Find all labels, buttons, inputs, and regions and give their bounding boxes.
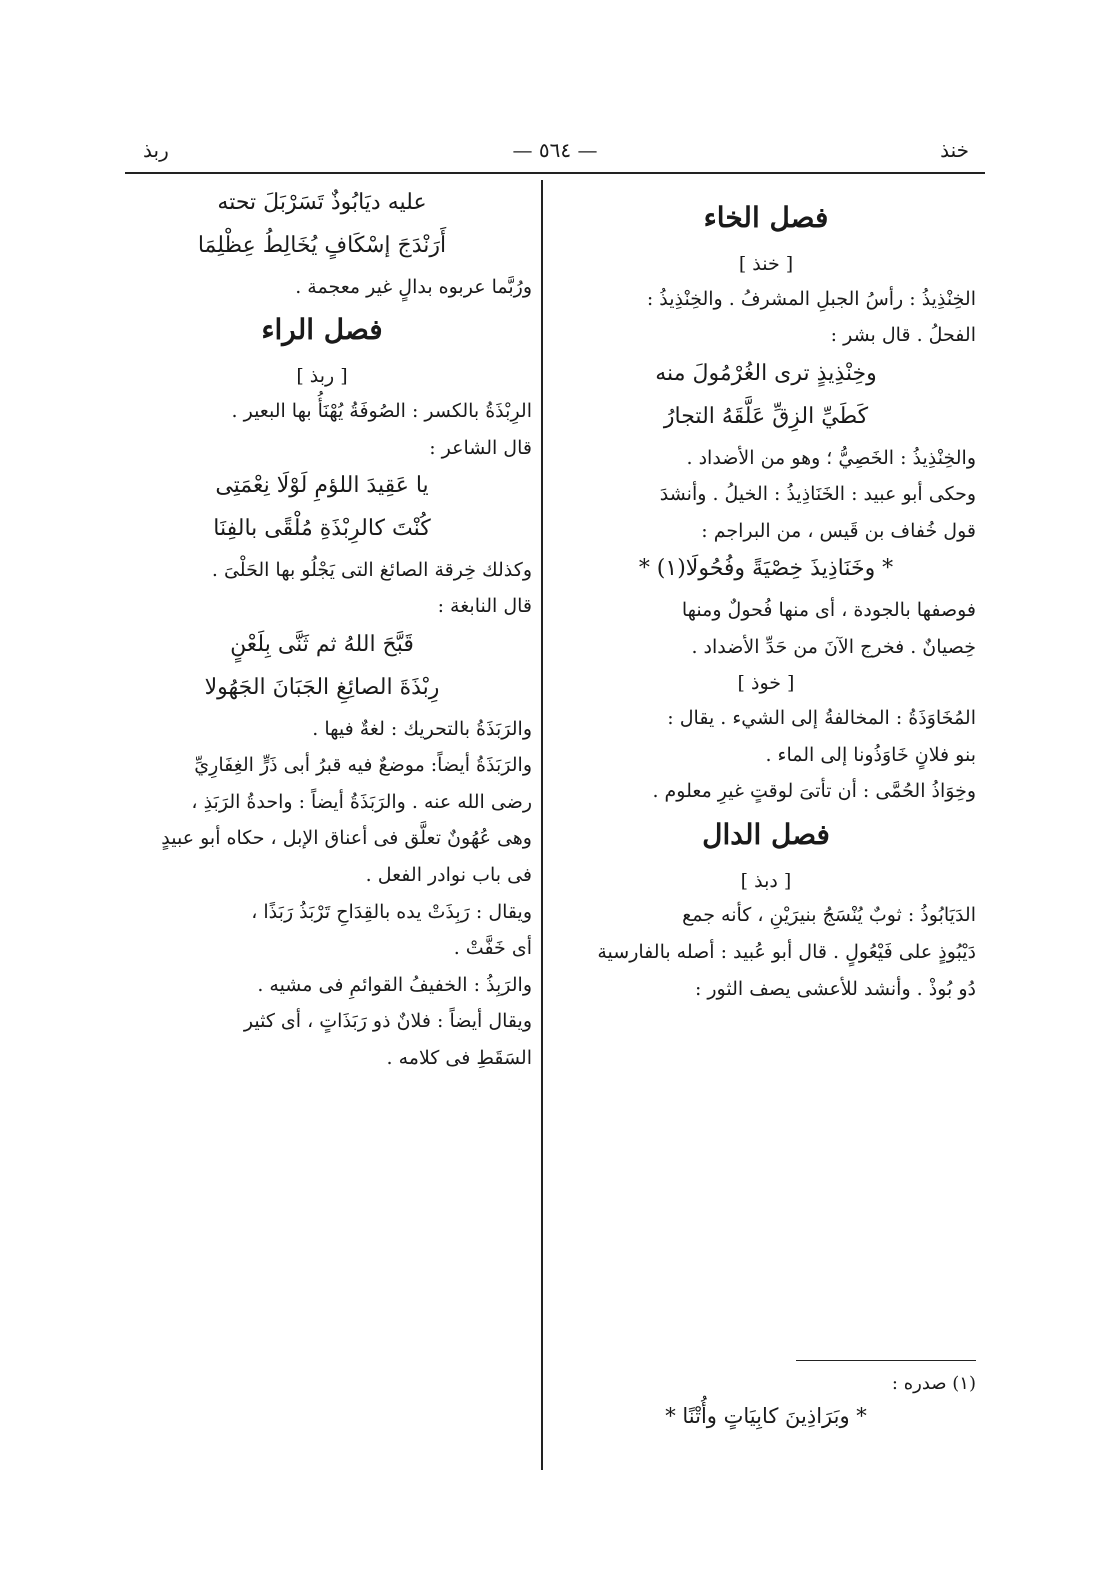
paragraph: وخِوَاذُ الحُمَّى : أن تأتىَ لوقتٍ غيرِ معلوم . [652,780,976,803]
footnote-label: (١) صدره : [891,1373,976,1394]
paragraph: والرَبَذَةُ بالتحريك : لغةٌ فيها . [312,717,532,740]
verse-line: كُنْتَ كالرِبْذَةِ مُلْقًى بالفِنَا [213,515,431,541]
paragraph: ويقال : رَبِذَتْ يده بالقِدَاحِ تَرْبَذُ رَبَذًا ، [251,900,532,923]
column-divider [541,180,543,1470]
paragraph: قال النابغة : [437,595,532,618]
paragraph: دُو بُوذْ . وأنشد للأعشى يصف الثور : [694,977,976,1000]
paragraph: وحكى أبو عبيد : الخَنَاذِيذُ : الخيلُ . وأنشدَ [659,483,976,506]
entry-head-dabadh: [ دبذ ] [740,869,792,892]
paragraph: قول خُفاف بن قَيس ، من البراجم : [701,519,976,542]
right-column [556,188,976,1012]
paragraph: الرِبْذَةُ بالكسر : الصُوفَةُ يُهْنَأُ بها البعير . [231,399,532,422]
verse-line: أَرَنْدَجَ إسْكَافٍ يُخَالِطُ عِظْلِمَا [197,232,447,258]
paragraph: والخِنْذِيذُ : الخَصِيُّ ؛ وهو من الأضداد . [686,446,976,469]
paragraph: دَيْبُوذٍ على فَيْعُولٍ . قال أبو عُبيد : أصله بالفارسية [597,941,976,964]
paragraph: ويقال أيضاً : فلانٌ ذو رَبَذَاتٍ ، أى كثير [243,1010,532,1033]
paragraph: رضى الله عنه . والرَبَذَةُ أيضاً : واحدةُ الرَبَذِ ، [191,790,532,813]
header-root-right: خنذ [940,138,969,162]
verse-line: كَطَيِّ الزِقِّ عَلَّقَهُ التجارُ [663,403,869,429]
verse-line: رِبْذَةَ الصائِغِ الجَبَانَ الجَهُولا [204,674,440,700]
paragraph: فى باب نوادر الفعل . [365,863,532,886]
left-column [112,188,532,1081]
paragraph: وكذلك خِرقة الصائغ التى يَجْلُو بها الحَلْىَ . [211,558,532,581]
paragraph: أى خَفَّتْ . [453,937,532,960]
footnotes [556,1360,976,1428]
paragraph: الخِنْذِيذُ : رأسُ الجبلِ المشرفُ . والخِنْذِيذُ : [646,287,976,310]
paragraph: ورُبَّما عربوه بدالٍ غير معجمة . [295,275,532,298]
verse-line: يا عَقِيدَ اللؤمِ لَوْلَا نِعْمَتِى [215,473,429,499]
entry-head-khanadh: [ خنذ ] [738,253,794,276]
entry-head-khawadh: [ خوذ ] [737,672,795,695]
verse-line: عليه ديَابُوذٌ تَسَرْبَلَ تحته [217,190,427,215]
paragraph: المُخَاوَذَةُ : المخالفةُ إلى الشيء . يقال : [667,706,976,729]
page-number: — ٥٦٤ — [512,138,598,162]
paragraph: الدَيَابُوذُ : ثوبٌ يُنْسَجُ بنيرَيْنِ ، كأنه جمع [682,904,976,927]
verse-line: * وخَنَاذِيذَ خِصْيَةً وفُحُولَا(١) * [638,556,894,582]
paragraph: فوصفها بالجودة ، أى منها فُحولٌ ومنها [681,599,976,622]
header-root-left: ربذ [143,138,169,162]
paragraph: والرَبِذُ : الخفيفُ القوائمِ فى مشيه . [257,973,532,996]
verse-line: قَبَّحَ اللهُ ثم ثَنَّى بِلَعْنٍ [230,631,414,657]
paragraph: والرَبَذَةُ أيضاً: موضعٌ فيه قبرُ أبى ذَرٍّ الغِفَارِيِّ [194,754,532,777]
verse-line: وخِنْذِيذٍ ترى الغُرْمُولَ منه [655,360,877,386]
paragraph: بنو فلانٍ خَاوَذُونا إلى الماء . [765,743,976,766]
section-heading-ra: فصل الراء [261,313,383,347]
entry-head-rabadh: [ ربذ ] [296,365,348,388]
section-heading-kha: فصل الخاء [703,201,829,234]
paragraph: خِصيانٌ . فخرج الآنَ من حَدِّ الأضداد . [691,635,976,658]
paragraph: الفحلُ . قال بشر : [830,324,976,347]
paragraph: السَقَطِ فى كلامه . [386,1046,532,1069]
section-heading-dal: فصل الدال [702,817,830,851]
paragraph: قال الشاعر : [429,436,532,459]
footnote-rule [796,1360,976,1361]
paragraph: وهى عُهُونٌ تعلَّق فى أعناق الإبل ، حكاه أبو عبيدٍ [161,827,532,850]
page-header [125,136,985,174]
footnote-verse: * وبَرَاذِينَ كابِيَاتٍ وأُتْنًا * [665,1404,867,1428]
